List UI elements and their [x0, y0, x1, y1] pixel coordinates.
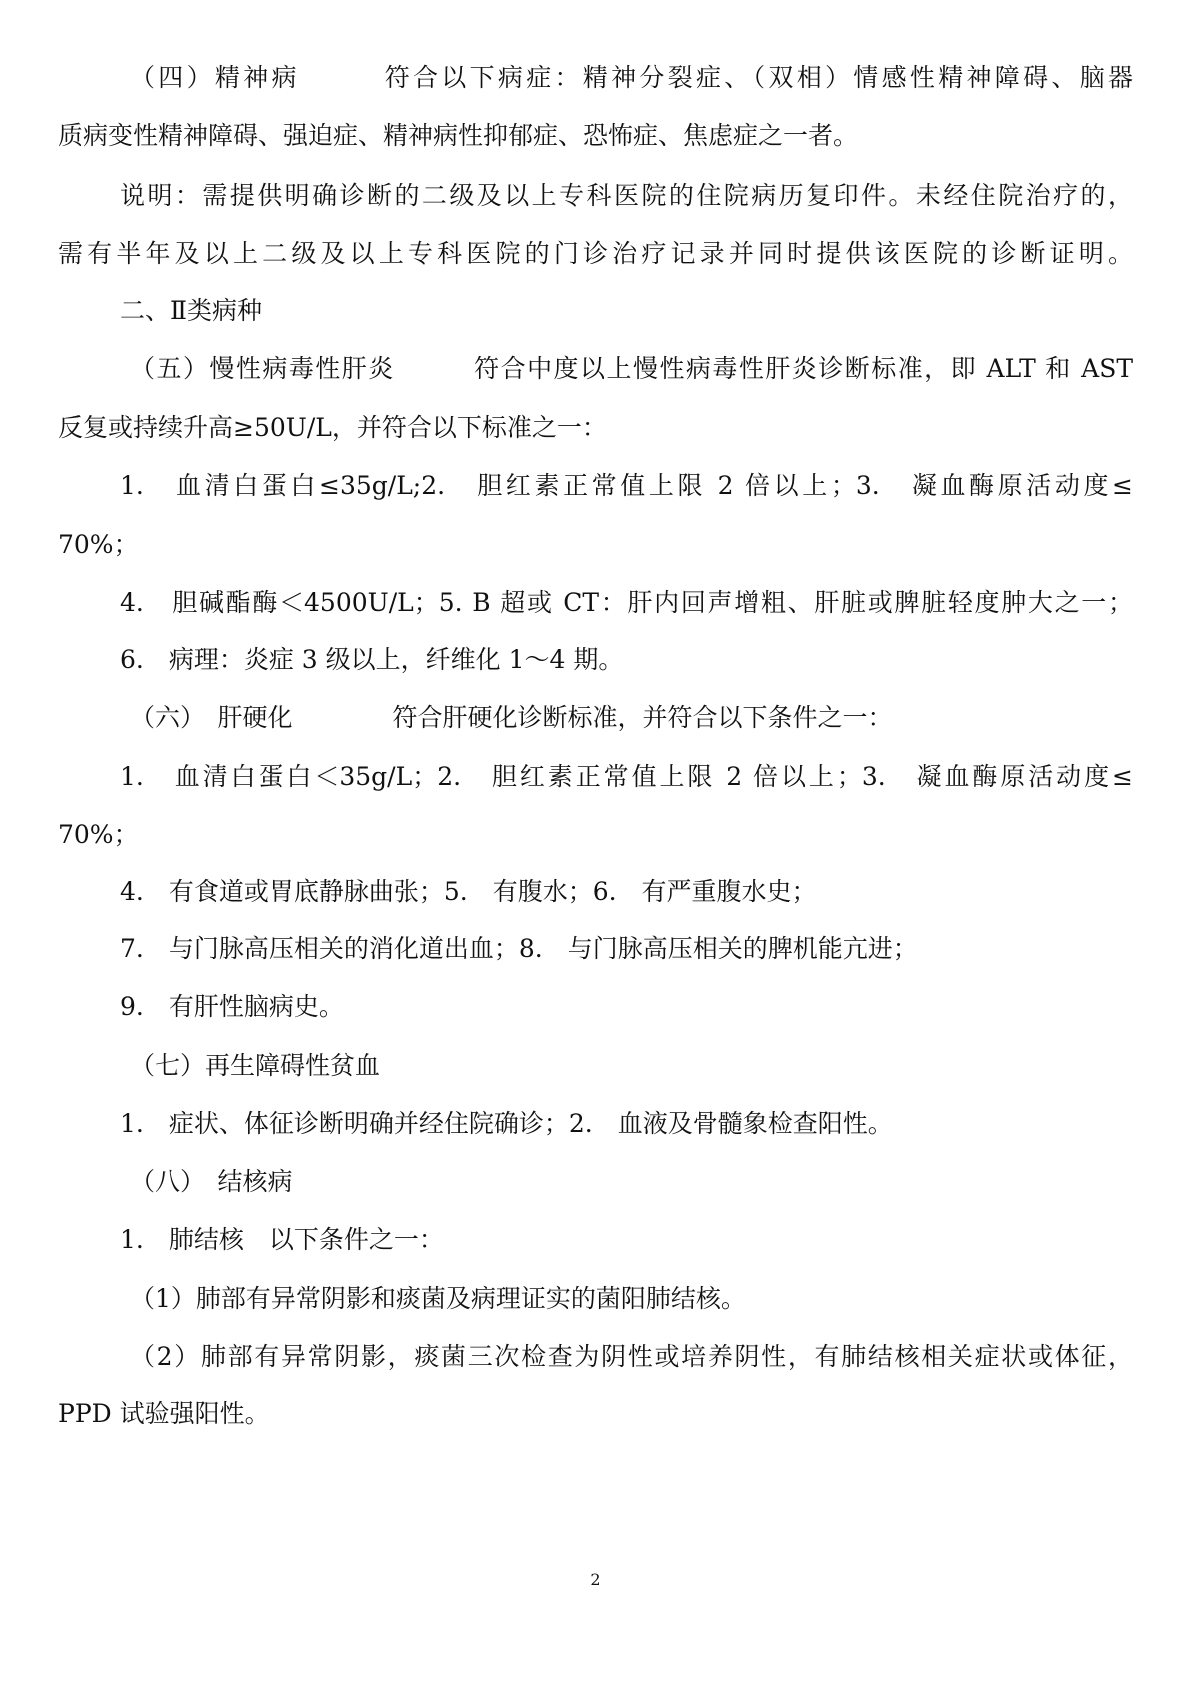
text-line: （八） 结核病	[130, 1167, 293, 1196]
text-line: 70%；	[58, 530, 139, 559]
text-line: （1）肺部有异常阴影和痰菌及病理证实的菌阳肺结核。	[130, 1284, 746, 1313]
text-line: （四）精神病 符合以下病症：精神分裂症、（双相）情感性精神障碍、脑器	[130, 63, 1133, 92]
text-line: （七）再生障碍性贫血	[130, 1051, 381, 1080]
text-line: 1. 肺结核 以下条件之一：	[120, 1225, 444, 1254]
text-line: 4. 胆碱酯酶＜4500U/L；5. B 超或 CT：肝内回声增粗、肝脏或脾脏轻度肿大之一；	[120, 588, 1133, 617]
text-line: 需有半年及以上二级及以上专科医院的门诊治疗记录并同时提供该医院的诊断证明。	[58, 239, 1133, 268]
text-line: 4. 有食道或胃底静脉曲张；5. 有腹水；6. 有严重腹水史；	[120, 877, 817, 906]
text-line: 9. 有肝性脑病史。	[120, 992, 344, 1021]
text-line: PPD 试验强阳性。	[58, 1399, 270, 1428]
text-line: 说明：需提供明确诊断的二级及以上专科医院的住院病历复印件。未经住院治疗的，	[120, 181, 1133, 210]
text-line: 1. 血清白蛋白＜35g/L；2. 胆红素正常值上限 2 倍以上；3. 凝血酶原活动度≤	[120, 762, 1133, 791]
text-line: 7. 与门脉高压相关的消化道出血；8. 与门脉高压相关的脾机能亢进；	[120, 934, 918, 963]
text-line: 70%；	[58, 820, 139, 849]
section-heading: 二、Ⅱ类病种	[120, 296, 262, 325]
text-line: （五）慢性病毒性肝炎 符合中度以上慢性病毒性肝炎诊断标准，即 ALT 和 AST	[130, 354, 1133, 383]
page-number: 2	[590, 1570, 601, 1589]
text-line: （2）肺部有异常阴影，痰菌三次检查为阴性或培养阴性，有肺结核相关症状或体征，	[130, 1342, 1133, 1371]
text-line: 质病变性精神障碍、强迫症、精神病性抑郁症、恐怖症、焦虑症之一者。	[58, 121, 859, 150]
text-line: 6. 病理：炎症 3 级以上，纤维化 1～4 期。	[120, 645, 624, 674]
text-line: 反复或持续升高≥50U/L，并符合以下标准之一：	[58, 413, 607, 442]
text-line: 1. 血清白蛋白≤35g/L;2. 胆红素正常值上限 2 倍以上；3. 凝血酶原活动度≤	[120, 471, 1133, 500]
text-line: （六） 肝硬化 符合肝硬化诊断标准，并符合以下条件之一：	[130, 703, 893, 732]
text-line: 1. 症状、体征诊断明确并经住院确诊；2. 血液及骨髓象检查阳性。	[120, 1109, 893, 1138]
